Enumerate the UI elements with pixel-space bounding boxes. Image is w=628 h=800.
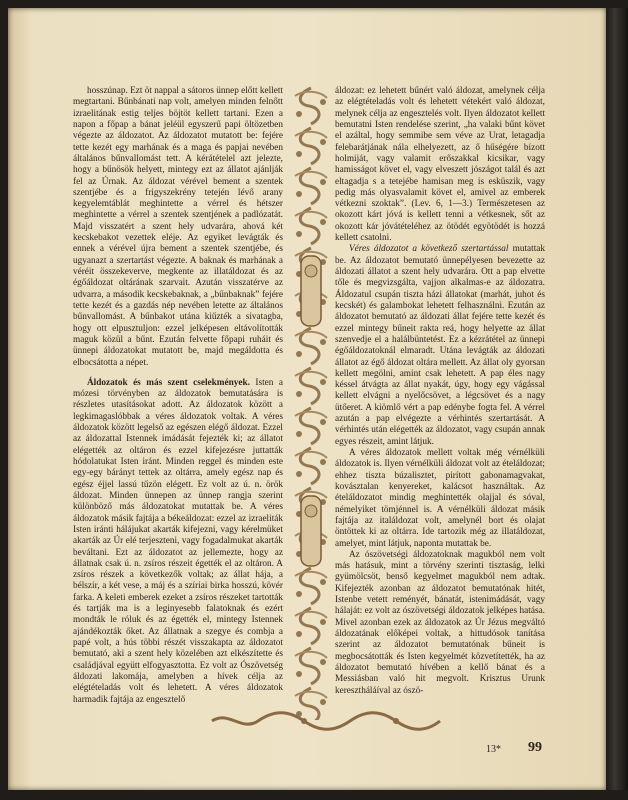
- paragraph: Véres áldozatot a következő szertartással mutattak be. Az áldozatot bemutató ünnepélyesen bevezette az áldozati állatot a szent hely udvarára. Ott a pap elvette tőle és megvizsgálta, vajjon alkalmas-e az áldozatra. Áldozatul csupán tiszta házi állatokat (marhát, juhot és kecskét) és galambokat lehetett felhasználni. Ezután az áldozatot bemutató az áldozati állat fejére tette kezét és ezzel mintegy bűneit rakta reá, hogy helyette az állat szenvedje el a halálbüntetést. Ez a kézrátétel az ünnepi égőáldozatoknál elmaradt. Utána levágták az áldozati állatot az égő áldozat oltára mellett. Az állat oly gyorsan kellett megölni, amint csak lehetett. A pap éles nagy késsel átvágta az állat nyakát, úgy, hogy egy vágással kellett elvágni a nyelőcsövet, a légcsövet és a nagy ütőeret. A kiömlő vért a pap edénybe fogta fel. A vérrel azután a pap elvégezte a vérhintés szertartását. A vérhintés után elégették az áldozatot, vagy csupán annak egyes részeit, amint látjuk.: [335, 244, 546, 447]
- vertical-ornament: [289, 86, 333, 720]
- paragraph: hosszúnap. Ezt öt nappal a sátoros ünnep előtt kellett megtartani. Bűnbánati nap volt, amelyen minden felnőtt izraelitának estig teljes böjtöt kellett tartani. Ezen a napon a főpap a bánat jeléül egyszerű papi öltözetben végezte az áldozatot. Az áldozatot mutatott be: fejére tette kezét egy marhának és a maga és papjai nevében általános bűnvallomást tett. A kérátételel azt jelezte, hogy a bűnösök helyett, mintegy ezt az állatot ajánlják fel az Úrnak. Az áldozat vérével bement a szentek szentjébe és a frigyszekrény tetején lévő arany kegyelemtáblát meghintette a vérrel és hétszer meghintette a vérrel a szentek szentjének a padlózatát. Majd visszatért a szent hely udvarára, ahová két kecskebakot vezettek eléje. Az egyiket levágták és ennek a vérével újra bement a szentek szentjébe, és ugyanazt a szertartást végezte. A baknak és marhának a véréit összekeverve, megkente az illatáldozat és az égőáldozat oltárának szarvait. Azután visszatérve az udvarra, a második kecskebaknak, a „bűnbaknak” fejére tette kezét és a gazdás nép nevében letette az általános bűnvallomást. A bűnbakot utána kiűzték a sivatagba, hogy ott elpusztuljon: ezzel jelképesen eltávolították maguk közül a bűnt. Ezután felvette főpapi ruháit és ünnepi áldozatokat mutatott be, majd megáldotta és elbocsátotta a népet.: [73, 86, 283, 368]
- paragraph: áldozat: ez lehetett bűnért való áldozat, amelynek célja az elégtételadás volt és lehetett vétekért való áldozat, melynek célja az engesztelés volt. Ilyen áldozatot kellett bemutatni Isten rendelése szerint, „ha valaki bűnt követ el azáltal, hogy semmibe sem véve az Urat, letagadja felebarátjának nála elhelyezett, az ő hűségére bízott holmiját, vagy valamit erőszakkal kicsikar, vagy hamisságot követ el, vagy elveszett jószágot talál és azt eltagadja s a tetejébe hamisan meg is esküszik, vagy pedig más olyasvalamit követ el, amivel az emberek vétkezni szoktak”. (Lev. 6, 1—3.) Természetesen az okozott kárt jóvá is kellett tenni a vétkesnek, sőt az okozott kár jóvátételéhez az ötödét egyötödét is hozzá kellett csatolni.: [335, 86, 545, 244]
- book-edge: [606, 8, 628, 790]
- page-number: 99: [528, 740, 542, 755]
- section-heading: Véres áldozatot a következő szertartással: [349, 244, 509, 255]
- bottom-ornament: [208, 710, 443, 732]
- book-page: [8, 8, 606, 790]
- left-text-column: [73, 86, 283, 706]
- signature-mark: 13*: [486, 744, 501, 755]
- section-heading: Áldozatok és más szent cselekmények.: [87, 377, 250, 388]
- paragraph: A véres áldozatok mellett voltak még vérnélküli áldozatok is. Ilyen vérnélküli áldozat volt az ételáldozat; ehhez tiszta búzalisztet, pirított gabonamagvakat, kovásztalan kenyereket, kalácsot használtak. Az ételáldozatot mindig meghintették olajjal és sóval, némelyiket tömjénnel is. A vérnélküli áldozat másik fajtája az italáldozat volt, amelynél bort és olajat öntöttek ki az oltárra. Ide tartozik még az illatáldozat, amelyet, mint látjuk, naponta mutattak be.: [335, 448, 545, 549]
- right-text-column: [335, 86, 545, 697]
- paragraph: Áldozatok és más szent cselekmények. Isten a mózesi törvényben az áldozatok bemutatására is részletes utasításokat adott. Az áldozatok között a legkimagaslóbbak a véres áldozatok voltak. A véres áldozatok között legelső az egészen elégő áldozat. Ezzel az áldozattal Istennek imádását fejezték ki; az állatot elégették az oltáron és ezzel kifejezésre juttatták hódolatukat Isten iránt. Minden reggel és minden este egy-egy bárányt tettek az oltárra, amely egész nap és egész éjjel lassú tűzön elégett. Ez volt az ú. n. örök áldozat. Minden ünnepen az ünnep rangja szerint különböző más áldozatokat mutattak be. A véres áldozatok másik fajtája a békeáldozat: ezzel az izraeliták Isten iránti hálájukat akarták kifejezni, vagy kérelmüket akarták az Úr elé terjeszteni, vagy fogadalmukat akarták beváltani. Ezt az áldozatot az jellemezte, hogy az állatnak csak ú. n. zsíros részeit égették el az oltáron. A zsíros részek a következők voltak; az állat hája, a bélszír, a két vese, a máj és a szíriai birka hosszú, kövér farka. A keleti emberek ezeket a zsíros részeket tartották és tartják ma is a leginyesebb falatoknak és ezért mondták le róluk és az égették el, mintegy Istennek ajándékozták őket. Az állatnak a szegye és combja a papé volt, a hús többi részét visszakapta az áldozatot bemutató, aki a szent hely közelében azt elkészítette és családjával együtt elfogyasztotta. Ez volt az Ószövetség áldozati lakomája, amelyben a hívek célja az elégtételadás volt és lehetett. A véres áldozatok harmadik fajtája az engesztelő: [73, 377, 283, 705]
- paragraph: Az ószövetségi áldozatoknak magukból nem volt más hatásuk, mint a törvény szerinti tisztaság, lelki gyümölcsöt, benső kegyelmet magukból nem adtak. Kifejezték azonban az áldozatot bemutatónak hitét, Istenbe vetett reményét, bánatát, istenimádását, vagy hálaját: ez volt az ószövetségi áldozatok jelképes hatása. Mivel azonban ezek az áldozatok az Úr Jézus megváltó áldozatának előképei voltak, a hittudósok tanítása szerint az áldozatot bemutatónak bűneit is megbocsátották és Isten kegyelmét közvetítették, ha az áldozatot bemutató hívében a kellő bánat és a Messiásban való hit megvolt. Krisztus Urunk keresztháláíval az ószö-: [335, 549, 545, 696]
